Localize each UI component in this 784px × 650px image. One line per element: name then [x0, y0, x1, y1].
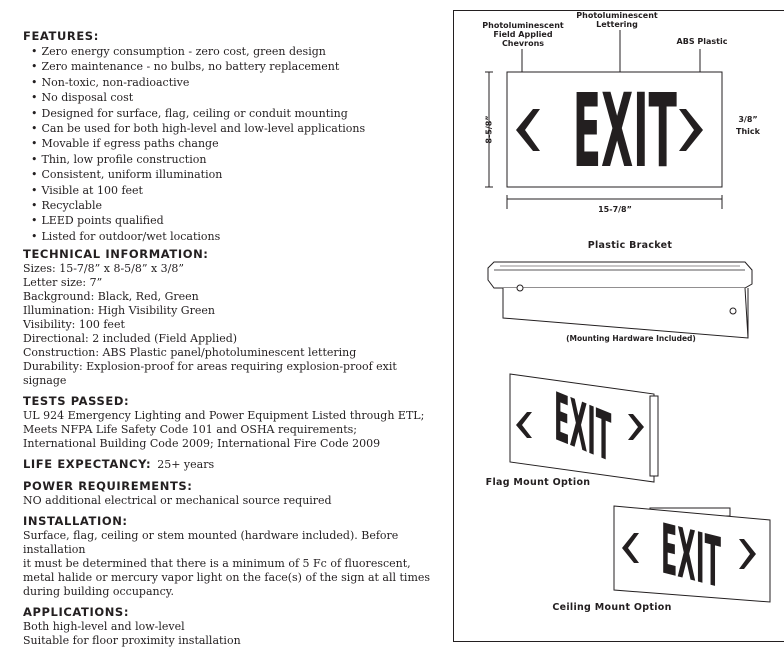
list-item: • Non-toxic, non-radioactive	[31, 75, 443, 90]
application-line: Suitable for floor proximity installation	[23, 633, 241, 647]
list-item: • Designed for surface, flag, ceiling or conduit mounting	[31, 106, 443, 121]
lettering-label-line: Photoluminescent	[576, 11, 658, 20]
installation-heading: INSTALLATION:	[23, 513, 128, 528]
tests-heading: TESTS PASSED:	[23, 394, 130, 409]
life-heading: LIFE EXPECTANCY:	[23, 457, 152, 472]
installation-line: during building occupancy.	[23, 584, 174, 598]
applications-heading: APPLICATIONS:	[23, 604, 130, 619]
bracket-note: (Mounting Hardware Included)	[566, 334, 696, 343]
abs-plastic-label: ABS Plastic	[676, 37, 728, 46]
list-item: • Movable if egress paths change	[31, 136, 443, 151]
list-item: • Consistent, uniform illumination	[31, 167, 443, 182]
width-dimension: 15-7/8”	[598, 205, 632, 214]
list-item: • Thin, low profile construction	[31, 152, 443, 167]
list-item: • Can be used for both high-level and low-level applications	[31, 121, 443, 136]
lettering-label-line: Lettering	[596, 20, 638, 29]
power-heading: POWER REQUIREMENTS:	[23, 478, 193, 493]
thickness-word: Thick	[736, 127, 760, 136]
installation-line: Surface, flag, ceiling or stem mounted (hardware included). Before installation	[23, 528, 399, 556]
list-item: • Zero maintenance - no bulbs, no battery replacement	[31, 59, 443, 74]
thickness-dimension	[728, 114, 768, 138]
list-item: • LEED points qualified	[31, 213, 443, 228]
spec-line: Durability: Explosion-proof for areas requiring explosion-proof exit signage	[23, 360, 397, 388]
spec-line: Letter size: 7”	[23, 276, 103, 290]
installation-line: it must be determined that there is a minimum of 5 Fc of fluorescent,	[23, 556, 411, 570]
plastic-bracket-drawing	[488, 262, 752, 338]
thickness-value: 3/8”	[738, 115, 758, 124]
chevrons-label-line: Photoluminescent	[482, 21, 564, 30]
life-value: 25+ years	[157, 458, 215, 472]
spec-line: Background: Black, Red, Green	[23, 290, 199, 304]
power-line: NO additional electrical or mechanical source required	[23, 493, 332, 507]
spec-line: Visibility: 100 feet	[23, 318, 125, 332]
spec-line: Sizes: 15-7/8” x 8-5/8” x 3/8”	[23, 262, 185, 276]
flag-mount-label: Flag Mount Option	[485, 477, 591, 488]
chevrons-label-line: Chevrons	[501, 39, 545, 48]
ceiling-mount-label: Ceiling Mount Option	[552, 602, 672, 613]
height-dimension: 8-5/8”	[484, 115, 494, 144]
test-line: UL 924 Emergency Lighting and Power Equipment Listed through ETL;	[23, 409, 425, 423]
flag-exit-lettering: EXIT	[554, 378, 612, 479]
installation-line: metal halide or mercury vapor light on the face(s) of the sign at all times	[23, 570, 431, 584]
list-item: • Zero energy consumption - zero cost, green design	[31, 44, 443, 59]
test-line: International Building Code 2009; International Fire Code 2009	[23, 437, 381, 451]
main-exit-lettering: EXIT	[572, 71, 677, 191]
spec-line: Illumination: High Visibility Green	[23, 304, 215, 318]
test-line: Meets NFPA Life Safety Code 101 and OSHA requirements;	[23, 423, 357, 437]
list-item: • No disposal cost	[31, 90, 443, 105]
list-item: • Listed for outdoor/wet locations	[31, 229, 443, 244]
technical-heading: TECHNICAL INFORMATION:	[23, 247, 209, 262]
ceiling-exit-lettering: EXIT	[660, 507, 721, 604]
application-line: Both high-level and low-level	[23, 619, 185, 633]
list-item: • Visible at 100 feet	[31, 183, 443, 198]
list-item: • Recyclable	[31, 198, 443, 213]
chevrons-label-line: Field Applied	[493, 30, 553, 39]
bracket-title: Plastic Bracket	[587, 240, 673, 251]
features-heading: FEATURES:	[23, 29, 99, 43]
spec-line: Directional: 2 included (Field Applied)	[23, 332, 238, 346]
spec-line: Construction: ABS Plastic panel/photoluminescent lettering	[23, 346, 357, 360]
